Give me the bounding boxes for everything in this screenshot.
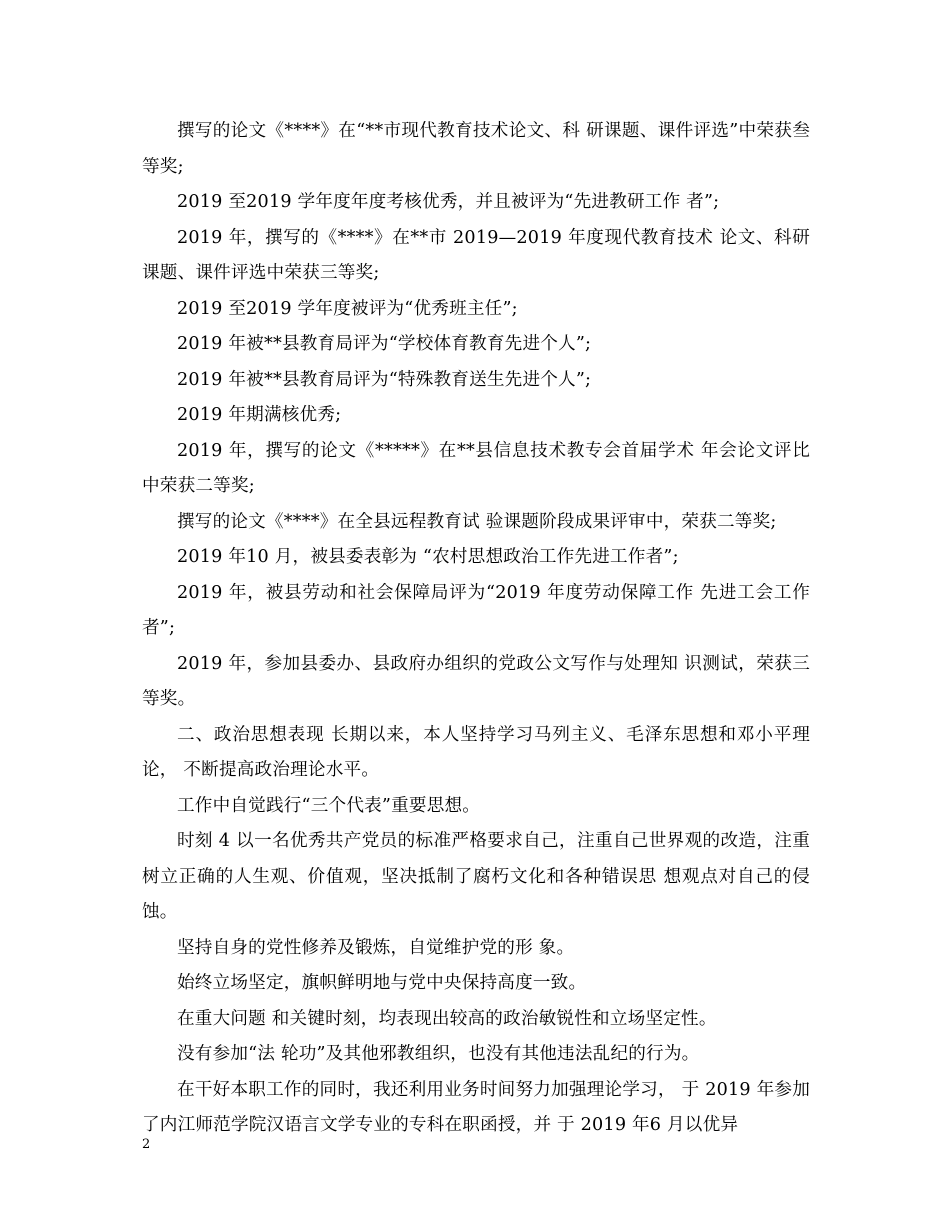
paragraph-18: 在重大问题 和关键时刻，均表现出较高的政治敏锐性和立场坚定性。 xyxy=(177,1008,717,1029)
paragraph-8: 2019 年，撰写的论文《*****》在**县信息技术教专会首届学术 年会论文评比中荣获二等奖; xyxy=(142,440,810,496)
paragraph-7: 2019 年期满核优秀; xyxy=(177,405,342,425)
paragraph-17: 始终立场坚定，旗帜鲜明地与党中央保持高度一致。 xyxy=(177,973,587,993)
paragraph-12: 2019 年，参加县委办、县政府办组织的党政公文写作与处理知 识测试，荣获三等奖。 xyxy=(142,653,810,709)
paragraph-1: 撰写的论文《****》在“**市现代教育技术论文、科 研课题、课件评选”中荣获叁等奖; xyxy=(142,121,810,177)
document-body xyxy=(142,114,810,1144)
paragraph-9: 撰写的论文《****》在全县远程教育试 验课题阶段成果评审中，荣获二等奖; xyxy=(177,511,777,532)
paragraph-19: 没有参加“法 轮功”及其他邪教组织，也没有其他违法乱纪的行为。 xyxy=(177,1044,700,1064)
paragraph-6: 2019 年被**县教育局评为“特殊教育送生先进个人”; xyxy=(177,369,592,390)
paragraph-4: 2019 至2019 学年度被评为“优秀班主任”; xyxy=(177,298,518,319)
paragraph-3: 2019 年，撰写的《****》在**市 2019—2019 年度现代教育技术 论文、科研课题、课件评选中荣获三等奖; xyxy=(142,227,810,283)
paragraph-20: 在干好本职工作的同时，我还利用业务时间努力加强理论学习， 于 2019 年参加了内江师范学院汉语言文学专业的专科在职函授，并 于 2019 年6 月以优异 xyxy=(142,1079,810,1135)
paragraph-15: 时刻 4 以一名优秀共产党员的标准严格要求自己，注重自己世界观的改造，注重树立正确的人生观、价值观，坚决抵制了腐朽文化和各种错误思 想观点对自己的侵蚀。 xyxy=(142,831,810,922)
paragraph-13: 二、政治思想表现 长期以来，本人坚持学习马列主义、毛泽东思想和邓小平理论， 不断提高政治理论水平。 xyxy=(142,724,810,780)
paragraph-2: 2019 至2019 学年度年度考核优秀，并且被评为“先进教研工作 者”; xyxy=(177,192,720,212)
paragraph-16: 坚持自身的党性修养及锻炼，自觉维护党的形 象。 xyxy=(177,937,575,958)
paragraph-14: 工作中自觉践行“三个代表”重要思想。 xyxy=(177,795,481,816)
page-number: 2 xyxy=(142,1137,151,1152)
paragraph-10: 2019 年10 月，被县委表彰为 “农村思想政治工作先进工作者”; xyxy=(177,547,679,567)
paragraph-11: 2019 年，被县劳动和社会保障局评为“2019 年度劳动保障工作 先进工会工作者”; xyxy=(142,582,810,638)
paragraph-5: 2019 年被**县教育局评为“学校体育教育先进个人”; xyxy=(177,334,592,354)
